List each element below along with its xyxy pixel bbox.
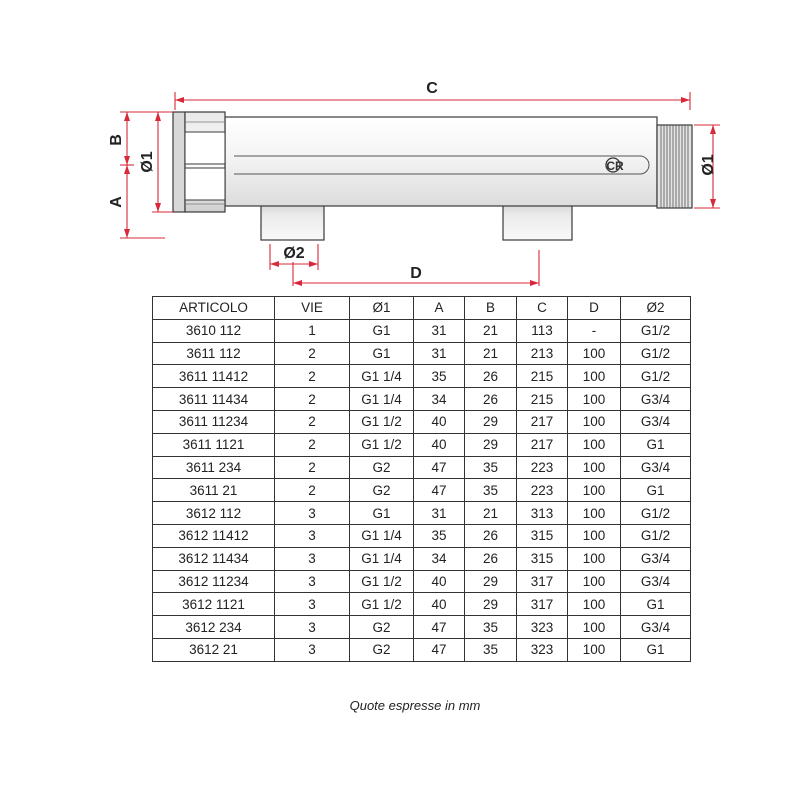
table-cell: 34 [414, 388, 465, 411]
table-cell: 35 [465, 638, 517, 661]
table-cell: 100 [568, 547, 621, 570]
table-cell: 317 [517, 593, 568, 616]
table-cell: 31 [414, 342, 465, 365]
table-row [153, 410, 691, 433]
table-cell: 40 [414, 433, 465, 456]
table-cell: 21 [465, 502, 517, 525]
table-cell: G3/4 [621, 547, 691, 570]
label-d2: Ø2 [283, 245, 305, 262]
threaded-end [657, 125, 692, 208]
label-b: B [108, 134, 125, 146]
table-row [153, 547, 691, 570]
table-cell: 29 [465, 410, 517, 433]
table-cell: 3 [275, 502, 350, 525]
table-cell: 29 [465, 593, 517, 616]
table-cell: G3/4 [621, 616, 691, 639]
column-header: C [517, 297, 568, 320]
table-cell: 2 [275, 479, 350, 502]
table-cell: 3611 11234 [153, 410, 275, 433]
table-header-row [153, 297, 691, 320]
table-row [153, 570, 691, 593]
table-cell: 100 [568, 524, 621, 547]
table-cell: 21 [465, 342, 517, 365]
table-cell: 35 [465, 616, 517, 639]
table-cell: 2 [275, 342, 350, 365]
table-cell: G1/2 [621, 342, 691, 365]
label-d1-right: Ø1 [700, 154, 717, 176]
table-cell: 3611 11412 [153, 365, 275, 388]
table-cell: 3612 11234 [153, 570, 275, 593]
column-header: Ø1 [350, 297, 414, 320]
table-row [153, 433, 691, 456]
table-cell: 217 [517, 410, 568, 433]
table-cell: 100 [568, 479, 621, 502]
table-cell: 26 [465, 524, 517, 547]
table-cell: G1/2 [621, 502, 691, 525]
table-cell: G1 [621, 593, 691, 616]
label-d1-left: Ø1 [139, 151, 156, 173]
label-c: C [426, 80, 438, 97]
table-cell: 100 [568, 593, 621, 616]
table-cell: 26 [465, 547, 517, 570]
table-cell: 21 [465, 319, 517, 342]
table-cell: 34 [414, 547, 465, 570]
table-cell: 100 [568, 638, 621, 661]
table-cell: 35 [414, 524, 465, 547]
manifold-body [225, 117, 657, 206]
table-cell: 2 [275, 456, 350, 479]
table-row [153, 456, 691, 479]
column-header: VIE [275, 297, 350, 320]
table-cell: 100 [568, 456, 621, 479]
table-cell: 47 [414, 479, 465, 502]
table-cell: G1 1/2 [350, 433, 414, 456]
table-cell: 3612 11434 [153, 547, 275, 570]
table-cell: 223 [517, 479, 568, 502]
label-a: A [108, 196, 125, 208]
table-cell: G1 [621, 638, 691, 661]
table-row [153, 365, 691, 388]
table-cell: 3 [275, 593, 350, 616]
logo-text: CR [606, 159, 624, 173]
table-cell: G1/2 [621, 524, 691, 547]
table-cell: 315 [517, 547, 568, 570]
table-cell: 317 [517, 570, 568, 593]
units-note: Quote espresse in mm [349, 698, 481, 713]
table-cell: 215 [517, 365, 568, 388]
table-cell: G1/2 [621, 365, 691, 388]
table-cell: 47 [414, 616, 465, 639]
table-cell: 40 [414, 593, 465, 616]
table-cell: 47 [414, 638, 465, 661]
table-cell: 47 [414, 456, 465, 479]
table-cell: 100 [568, 616, 621, 639]
table-cell: G2 [350, 616, 414, 639]
column-header: Ø2 [621, 297, 691, 320]
table-cell: G2 [350, 638, 414, 661]
cr-logo [606, 158, 624, 173]
table-cell: G1 [350, 319, 414, 342]
table-cell: G1/2 [621, 319, 691, 342]
table-row [153, 593, 691, 616]
table-cell: 3 [275, 616, 350, 639]
table-cell: 2 [275, 410, 350, 433]
table-cell: 1 [275, 319, 350, 342]
table-cell: G1 [350, 502, 414, 525]
table-row [153, 319, 691, 342]
table-cell: G1 1/2 [350, 570, 414, 593]
union-nut [173, 112, 225, 212]
manifold-drawing [0, 0, 800, 290]
table-cell: 113 [517, 319, 568, 342]
table-row [153, 524, 691, 547]
table-cell: 100 [568, 365, 621, 388]
table-cell: G2 [350, 456, 414, 479]
table-cell: 29 [465, 433, 517, 456]
table-cell: G1 1/4 [350, 365, 414, 388]
table-cell: 3611 234 [153, 456, 275, 479]
table-cell: 313 [517, 502, 568, 525]
table-cell: 26 [465, 388, 517, 411]
table-cell: 3611 112 [153, 342, 275, 365]
table-cell: 40 [414, 570, 465, 593]
table-cell: 215 [517, 388, 568, 411]
table-cell: 100 [568, 570, 621, 593]
table-cell: 31 [414, 319, 465, 342]
column-header: A [414, 297, 465, 320]
table-cell: 323 [517, 616, 568, 639]
label-d: D [410, 265, 422, 282]
table-cell: 2 [275, 433, 350, 456]
table-cell: 3610 112 [153, 319, 275, 342]
table-cell: 3612 1121 [153, 593, 275, 616]
table-cell: G1 1/2 [350, 593, 414, 616]
table-cell: 35 [465, 479, 517, 502]
table-cell: 100 [568, 388, 621, 411]
table-cell: 217 [517, 433, 568, 456]
table-cell: G1 1/4 [350, 388, 414, 411]
table-cell: G3/4 [621, 570, 691, 593]
column-header: D [568, 297, 621, 320]
table-cell: 40 [414, 410, 465, 433]
table-cell: 3611 21 [153, 479, 275, 502]
table-cell: G1 1/4 [350, 524, 414, 547]
table-cell: 100 [568, 342, 621, 365]
column-header: ARTICOLO [153, 297, 275, 320]
spec-table [152, 296, 691, 662]
table-cell: 35 [414, 365, 465, 388]
column-header: B [465, 297, 517, 320]
table-cell: 3 [275, 570, 350, 593]
table-cell: 3612 234 [153, 616, 275, 639]
table-cell: 3 [275, 638, 350, 661]
table-cell: G1 [621, 479, 691, 502]
table-cell: 35 [465, 456, 517, 479]
table-cell: 100 [568, 502, 621, 525]
table-cell: 3612 11412 [153, 524, 275, 547]
table-cell: - [568, 319, 621, 342]
table-cell: G1 1/2 [350, 410, 414, 433]
table-cell: 213 [517, 342, 568, 365]
table-cell: 3 [275, 547, 350, 570]
table-cell: G1 1/4 [350, 547, 414, 570]
table-row [153, 616, 691, 639]
table-cell: 315 [517, 524, 568, 547]
table-cell: 100 [568, 433, 621, 456]
table-row [153, 342, 691, 365]
table-cell: 26 [465, 365, 517, 388]
table-row [153, 388, 691, 411]
table-cell: 3611 11434 [153, 388, 275, 411]
table-row [153, 638, 691, 661]
table-cell: 29 [465, 570, 517, 593]
table-row [153, 502, 691, 525]
table-cell: 3 [275, 524, 350, 547]
table-row [153, 479, 691, 502]
table-cell: G2 [350, 479, 414, 502]
table-cell: 323 [517, 638, 568, 661]
table-cell: 31 [414, 502, 465, 525]
table-cell: G1 [350, 342, 414, 365]
table-cell: 3612 112 [153, 502, 275, 525]
table-cell: 3611 1121 [153, 433, 275, 456]
table-cell: G3/4 [621, 410, 691, 433]
table-cell: G3/4 [621, 388, 691, 411]
table-cell: 223 [517, 456, 568, 479]
table-cell: 3612 21 [153, 638, 275, 661]
table-cell: 100 [568, 410, 621, 433]
table-cell: G3/4 [621, 456, 691, 479]
table-cell: 2 [275, 388, 350, 411]
table-cell: G1 [621, 433, 691, 456]
table-cell: 2 [275, 365, 350, 388]
